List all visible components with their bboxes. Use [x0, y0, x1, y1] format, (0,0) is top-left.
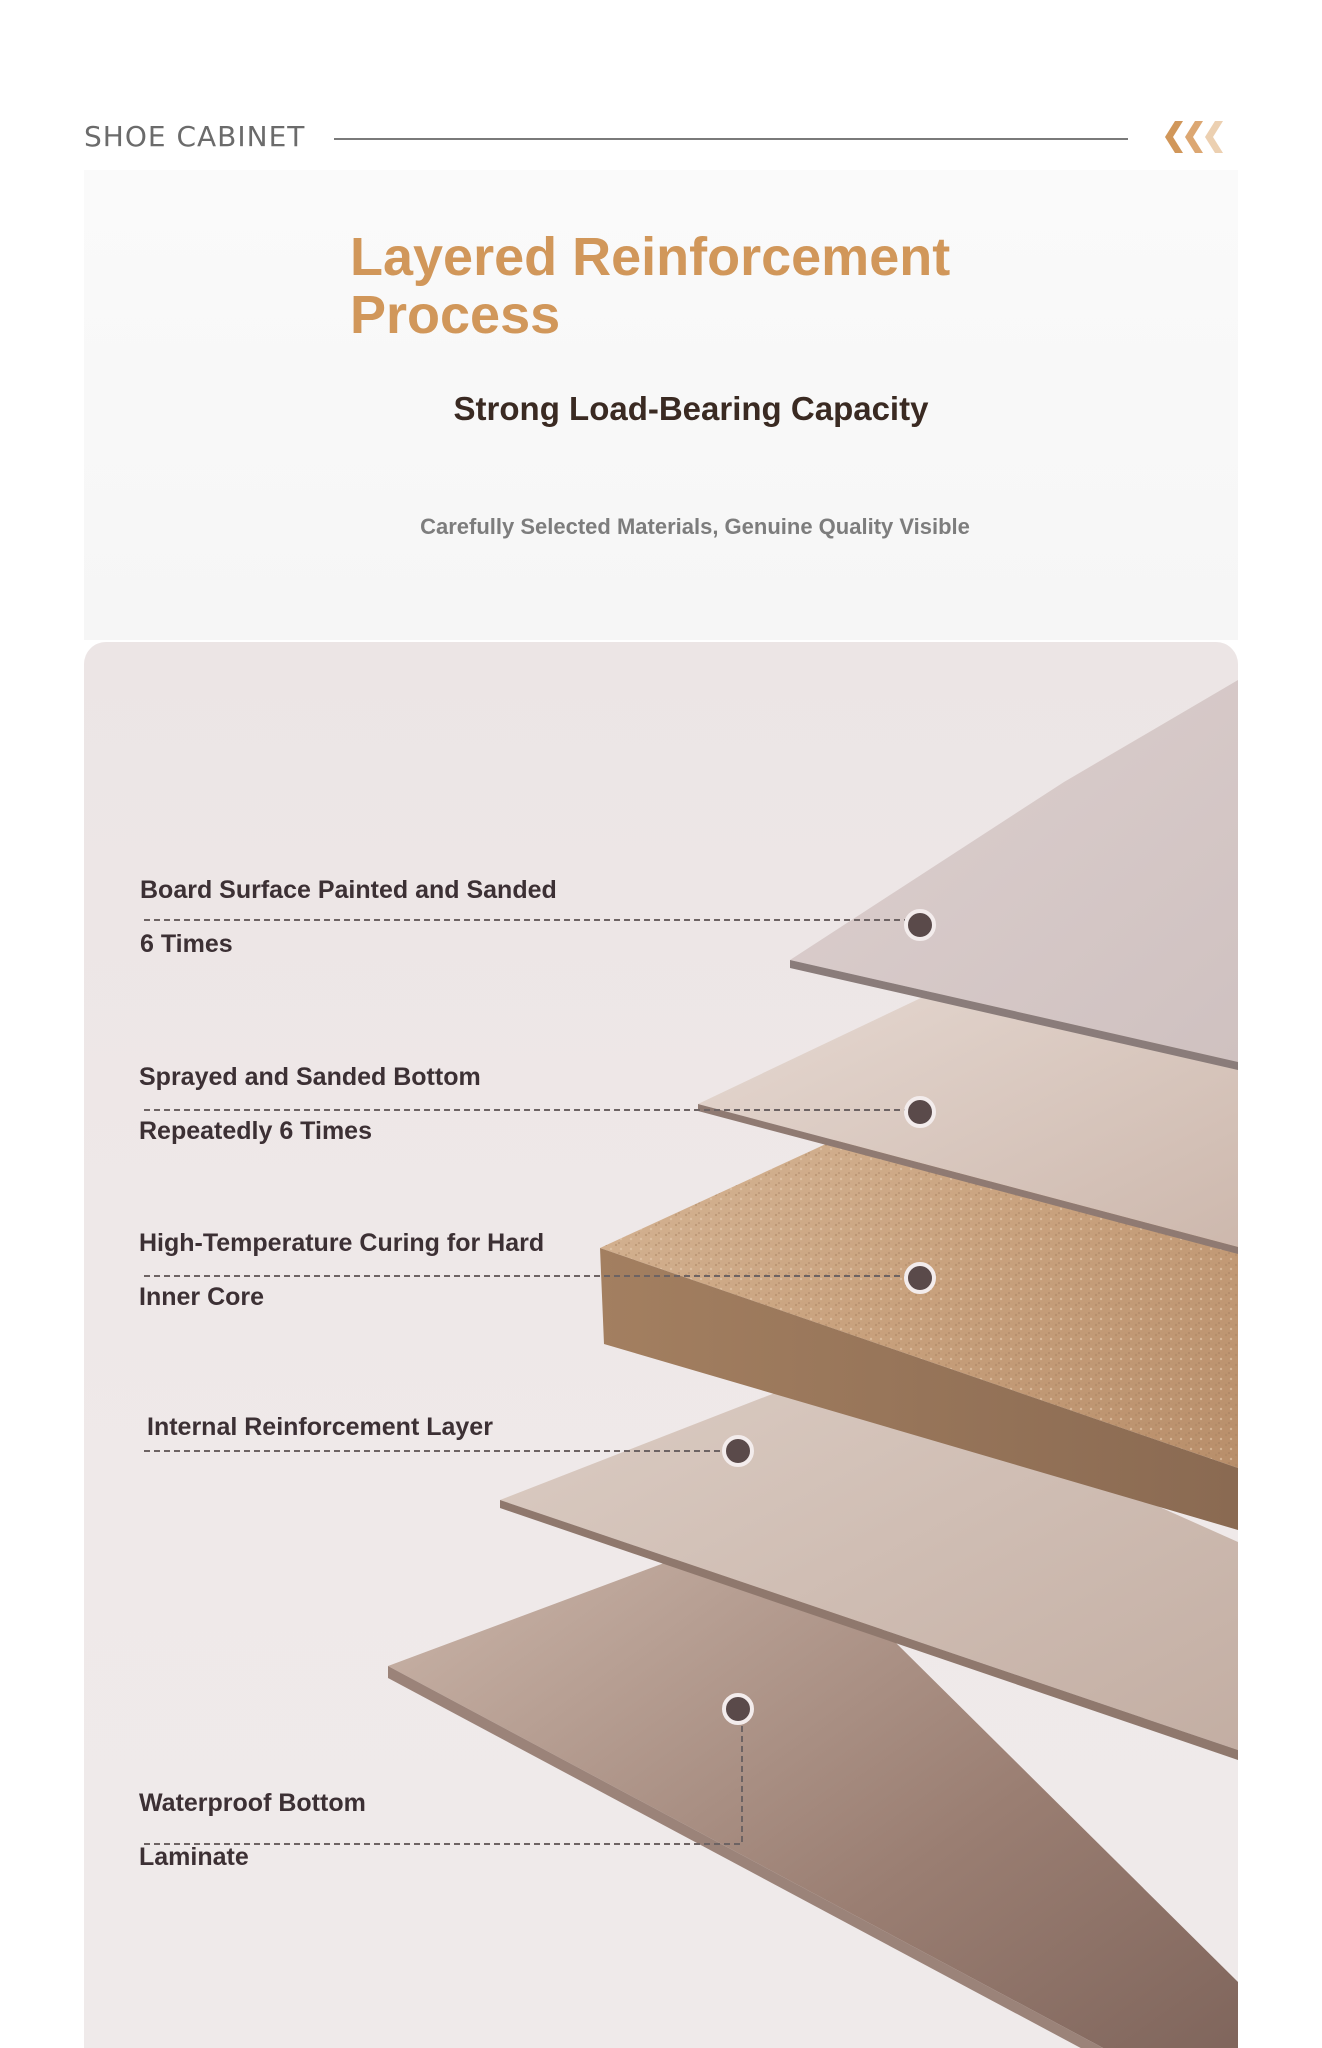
layer-label-4: Internal Reinforcement Layer [147, 1413, 493, 1441]
header-divider [334, 138, 1128, 140]
layer-label-5: Waterproof Bottom Laminate [139, 1789, 366, 1871]
layer-label-3: High-Temperature Curing for Hard Inner Core [139, 1229, 545, 1311]
section-title: SHOE CABINET [84, 120, 306, 153]
headline-line-1: Layered Reinforcement [350, 227, 951, 287]
headline [350, 228, 1050, 344]
callout-dot-5 [724, 1695, 752, 1723]
callout-dot-4 [724, 1437, 752, 1465]
callout-dot-1 [906, 911, 934, 939]
subheading: Strong Load-Bearing Capacity [453, 390, 929, 427]
layer-label-1: Board Surface Painted and Sanded 6 Times [140, 876, 557, 958]
layer-label-2: Sprayed and Sanded Bottom Repeatedly 6 Times [139, 1063, 481, 1145]
triple-chevron-left-icon [1165, 121, 1237, 153]
painted-surface-board [790, 680, 1238, 1062]
callout-dot-3 [906, 1264, 934, 1292]
layer-diagram-panel [84, 642, 1238, 2048]
callout-dot-2 [906, 1098, 934, 1126]
headline-line-2: Process [350, 285, 561, 345]
tagline: Carefully Selected Materials, Genuine Quality Visible [420, 514, 970, 539]
